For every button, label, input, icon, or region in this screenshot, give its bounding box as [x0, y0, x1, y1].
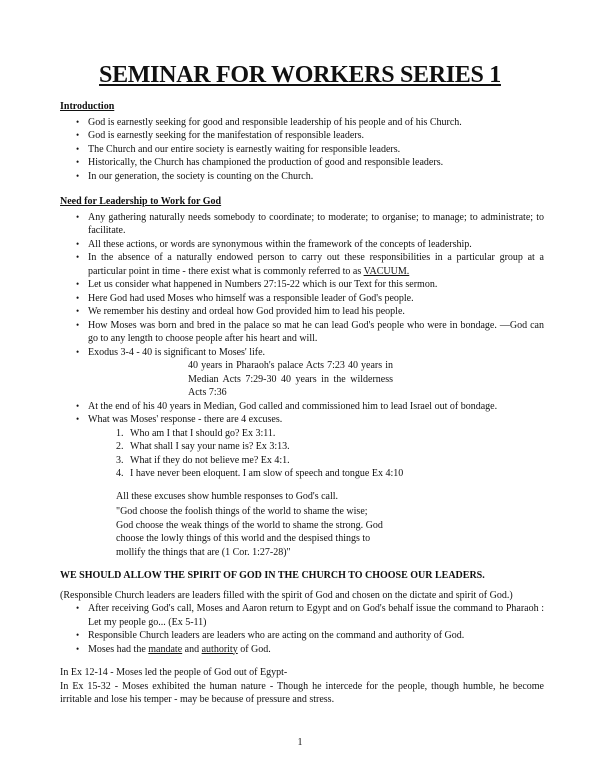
list-item: • In our generation, the society is counting on the Church. [88, 170, 544, 184]
scripture-quote: "God choose the foolish things of the world to shame the wise; God choose the weak things of the world to shame the strong. God choose the lowly things of this world and the despised things to mollify the things that are (1 Cor. 1:27-28)" [116, 506, 383, 558]
introduction-heading: Introduction [60, 101, 115, 112]
list-item: • Moses had the mandate and authority of God. [88, 643, 544, 657]
excuses-list [116, 427, 544, 481]
excuse-item: 4. I have never been eloquent. I am slow of speech and tongue Ex 4:10 [116, 468, 404, 479]
vacuum-text: In the absence of a naturally endowed person to carry out these responsibilities in a particular group at a particular point in time - there exist what is commonly referred to as [88, 252, 544, 277]
page-title: SEMINAR FOR WORKERS SERIES 1 [99, 62, 501, 88]
list-item: • All these actions, or words are synonymous within the framework of the concepts of leadership. [88, 238, 544, 252]
excuse-item: 3. What if they do not believe me? Ex 4:1. [116, 454, 290, 466]
list-item [88, 251, 544, 278]
mandate-word: mandate [148, 643, 183, 655]
vacuum-word: VACUUM. [363, 265, 410, 277]
excuses-note: All these excuses show humble responses to God's call. [116, 490, 339, 502]
closing-line-2: In Ex 15-32 - Moses exhibited the human nature - Though he intercede for the people, though humble, he become irritable and lose his temper - may be because of pressure and stress. [60, 680, 544, 705]
authority-word: authority [201, 643, 238, 655]
list-item: • Any gathering naturally needs somebody to coordinate; to moderate; to organise; to manage; to administrate; to facilitate. [88, 211, 544, 238]
spirit-heading: WE SHOULD ALLOW THE SPIRIT OF GOD IN THE CHURCH TO CHOOSE OUR LEADERS. [60, 570, 485, 581]
list-item: • We remember his destiny and ordeal how God provided him to lead his people. [88, 305, 544, 319]
document-body [60, 100, 544, 707]
exodus-detail: 40 years in Pharaoh's palace Acts 7:23 40 years in Median Acts 7:29-30 40 years in the wilderness Acts 7:36 [188, 360, 393, 398]
excuse-item: 2. What shall I say your name is? Ex 3:13. [116, 441, 290, 452]
spirit-list [60, 602, 544, 656]
list-item: • God is earnestly seeking for the manifestation of responsible leaders. [88, 129, 544, 143]
list-item: • What was Moses' response - there are 4 excuses. [88, 413, 544, 427]
list-item: • Exodus 3-4 - 40 is significant to Moses' life. [88, 346, 544, 360]
need-heading: Need for Leadership to Work for God [60, 196, 222, 207]
list-item: • Here God had used Moses who himself was a responsible leader of God's people. [88, 292, 544, 306]
list-item: • Responsible Church leaders are leaders who are acting on the command and authority of God. [88, 629, 544, 643]
need-list-continued [60, 400, 544, 427]
need-list [60, 211, 544, 360]
list-item: • How Moses was born and bred in the palace so mat he can lead God's people who were in bondage. —God can go to any length to choose people after his heart and will. [88, 319, 544, 346]
page-number: 1 [297, 737, 303, 748]
spirit-intro: (Responsible Church leaders are leaders filled with the spirit of God and chosen on the dictate and spirit of God.) [60, 589, 513, 601]
list-item: • Historically, the Church has championed the production of good and responsible leaders. [88, 156, 544, 170]
excuse-item: 1. Who am I that I should go? Ex 3:11. [116, 427, 276, 439]
list-item: • Let us consider what happened in Numbers 27:15-22 which is our Text for this sermon. [88, 278, 544, 292]
list-item: • The Church and our entire society is earnestly waiting for responsible leaders. [88, 143, 544, 157]
list-item: • After receiving God's call, Moses and Aaron return to Egypt and on God's behalf issue the command to Pharaoh : Let my people go... (Ex 5-11) [88, 602, 544, 629]
introduction-list [60, 116, 544, 184]
list-item: • At the end of his 40 years in Median, God called and commissioned him to lead Israel out of bondage. [88, 400, 544, 414]
closing-line-1: In Ex 12-14 - Moses led the people of God out of Egypt- [60, 667, 288, 678]
list-item: • God is earnestly seeking for good and responsible leadership of his people and of his Church. [88, 116, 544, 130]
